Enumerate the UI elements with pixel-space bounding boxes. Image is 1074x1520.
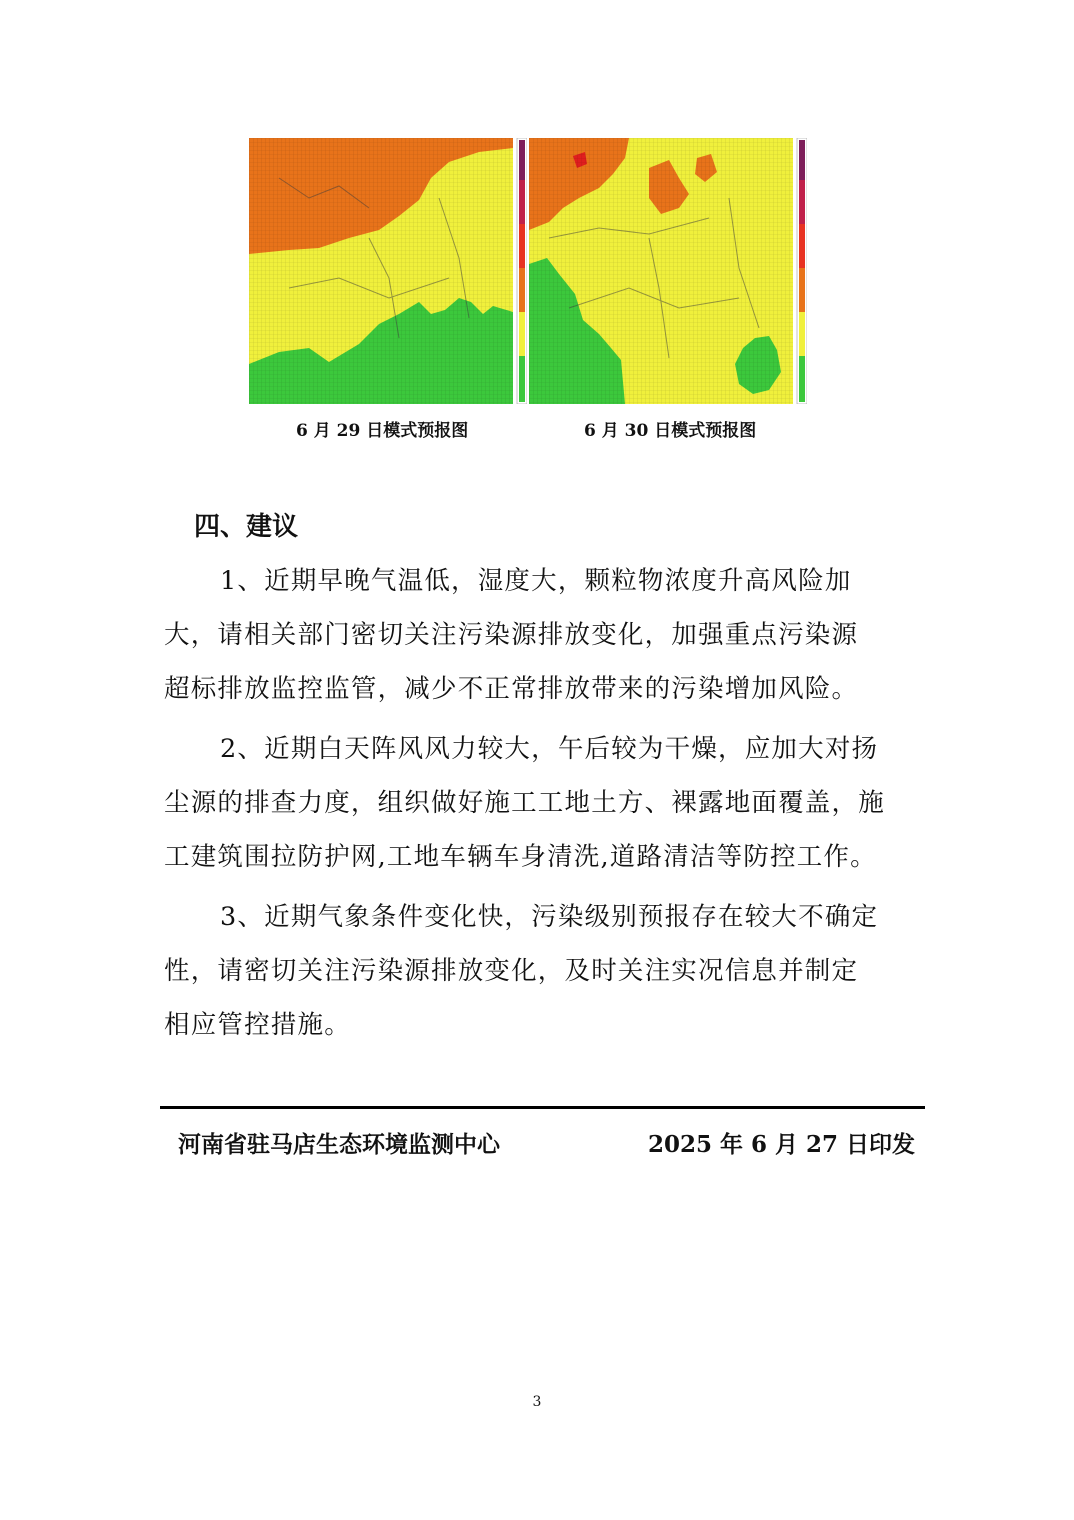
- figure-caption-0630: 6 月 30 日模式预报图: [584, 421, 757, 441]
- forecast-maps: [249, 138, 809, 404]
- paragraph-line: 2、近期白天阵风风力较大，午后较为干燥，应加大对扬: [220, 734, 879, 764]
- section-heading: 四、建议: [194, 512, 299, 542]
- paragraph-2: [164, 722, 914, 884]
- footer-date: 2025 年 6 月 27 日印发: [648, 1131, 916, 1158]
- figure-caption-0629: 6 月 29 日模式预报图: [296, 421, 469, 441]
- footer-rule: [160, 1106, 925, 1109]
- paragraph-line: 3、近期气象条件变化快，污染级别预报存在较大不确定: [220, 902, 879, 932]
- paragraph-line: 相应管控措施。: [164, 1010, 351, 1040]
- paragraph-line: 尘源的排查力度，组织做好施工工地土方、裸露地面覆盖，施: [164, 788, 885, 818]
- paragraph-line: 1、近期早晚气温低，湿度大，颗粒物浓度升高风险加: [220, 566, 852, 596]
- paragraph-1: [164, 554, 914, 716]
- forecast-map-image: [249, 138, 527, 404]
- forecast-map-0630: [529, 138, 807, 404]
- paragraph-3: [164, 890, 914, 1052]
- paragraph-line: 工建筑围拉防护网,工地车辆车身清洗,道路清洁等防控工作。: [164, 842, 877, 872]
- page-number: 3: [532, 1394, 542, 1410]
- forecast-map-0629: [249, 138, 527, 404]
- footer-issuer: 河南省驻马店生态环境监测中心: [178, 1131, 500, 1158]
- paragraph-line: 大，请相关部门密切关注污染源排放变化，加强重点污染源: [164, 620, 859, 650]
- paragraph-line: 超标排放监控监管，减少不正常排放带来的污染增加风险。: [164, 674, 859, 704]
- forecast-map-image: [529, 138, 807, 404]
- paragraph-line: 性，请密切关注污染源排放变化，及时关注实况信息并制定: [164, 956, 859, 986]
